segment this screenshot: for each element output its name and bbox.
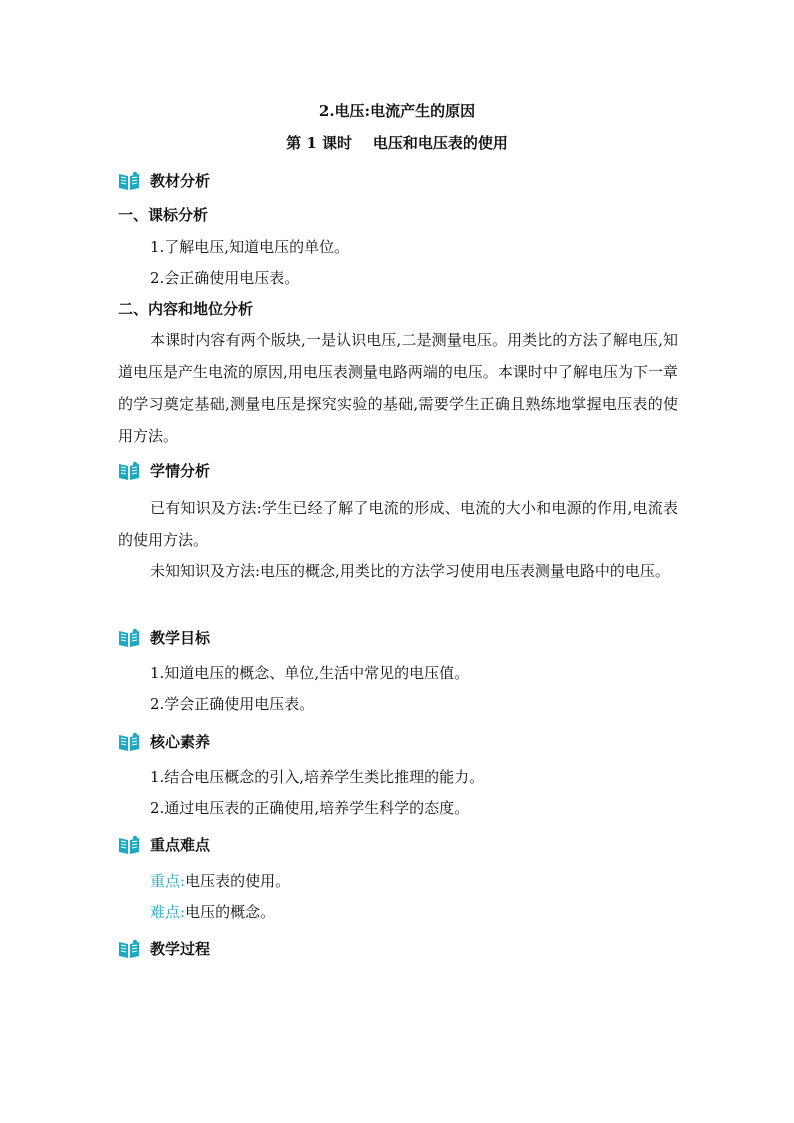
difficulty-label: 难点:: [150, 903, 186, 921]
section-header-process: [118, 937, 210, 961]
book-icon: [118, 939, 140, 959]
page-title: 2.电压:电流产生的原因: [318, 102, 476, 120]
paragraph: 未知知识及方法:电压的概念,用类比的方法学习使用电压表测量电路中的电压。: [150, 562, 670, 580]
section-title: 教学过程: [150, 940, 211, 958]
book-icon: [118, 732, 140, 752]
book-icon: [118, 628, 140, 648]
page-subtitle: 第 1 课时 电压和电压表的使用: [286, 134, 508, 152]
key-point-line: [150, 870, 290, 892]
list-item: 1.知道电压的概念、单位,生活中常见的电压值。: [150, 664, 470, 682]
section-header-analysis: [118, 169, 210, 193]
book-icon: [118, 171, 140, 191]
list-item: 1.了解电压,知道电压的单位。: [150, 238, 350, 256]
paragraph: 本课时内容有两个版块,一是认识电压,二是测量电压。用类比的方法了解电压,知道电压是产生电流的原因,用电压表测量电路两端的电压。本课时中了解电压为下一章的学习奠定基础,测量电压是探究实验的基础,需要学生正确且熟练地掌握电压表的使用方法。: [118, 331, 678, 445]
book-icon: [118, 461, 140, 481]
paragraph: 已有知识及方法:学生已经了解了电流的形成、电流的大小和电源的作用,电流表的使用方法。: [118, 499, 678, 549]
key-point-label: 重点:: [150, 872, 186, 890]
difficulty-line: [150, 901, 275, 923]
section-header-learner: [118, 459, 210, 483]
section-header-goals: [118, 626, 210, 650]
list-item: 2.会正确使用电压表。: [150, 269, 300, 287]
section-header-literacy: [118, 730, 210, 754]
subheading-content: 二、内容和地位分析: [118, 300, 254, 318]
book-icon: [118, 835, 140, 855]
difficulty-text: 电压的概念。: [185, 903, 276, 921]
section-title: 教学目标: [150, 629, 211, 647]
section-title: 教材分析: [150, 172, 211, 190]
subheading-curriculum: 一、课标分析: [118, 206, 209, 224]
list-item: 2.通过电压表的正确使用,培养学生科学的态度。: [150, 799, 470, 817]
section-header-keypoints: [118, 833, 210, 857]
section-title: 重点难点: [150, 836, 211, 854]
list-item: 2.学会正确使用电压表。: [150, 695, 315, 713]
list-item: 1.结合电压概念的引入,培养学生类比推理的能力。: [150, 768, 485, 786]
section-title: 学情分析: [150, 462, 211, 480]
section-title: 核心素养: [150, 733, 211, 751]
key-point-text: 电压表的使用。: [185, 872, 291, 890]
